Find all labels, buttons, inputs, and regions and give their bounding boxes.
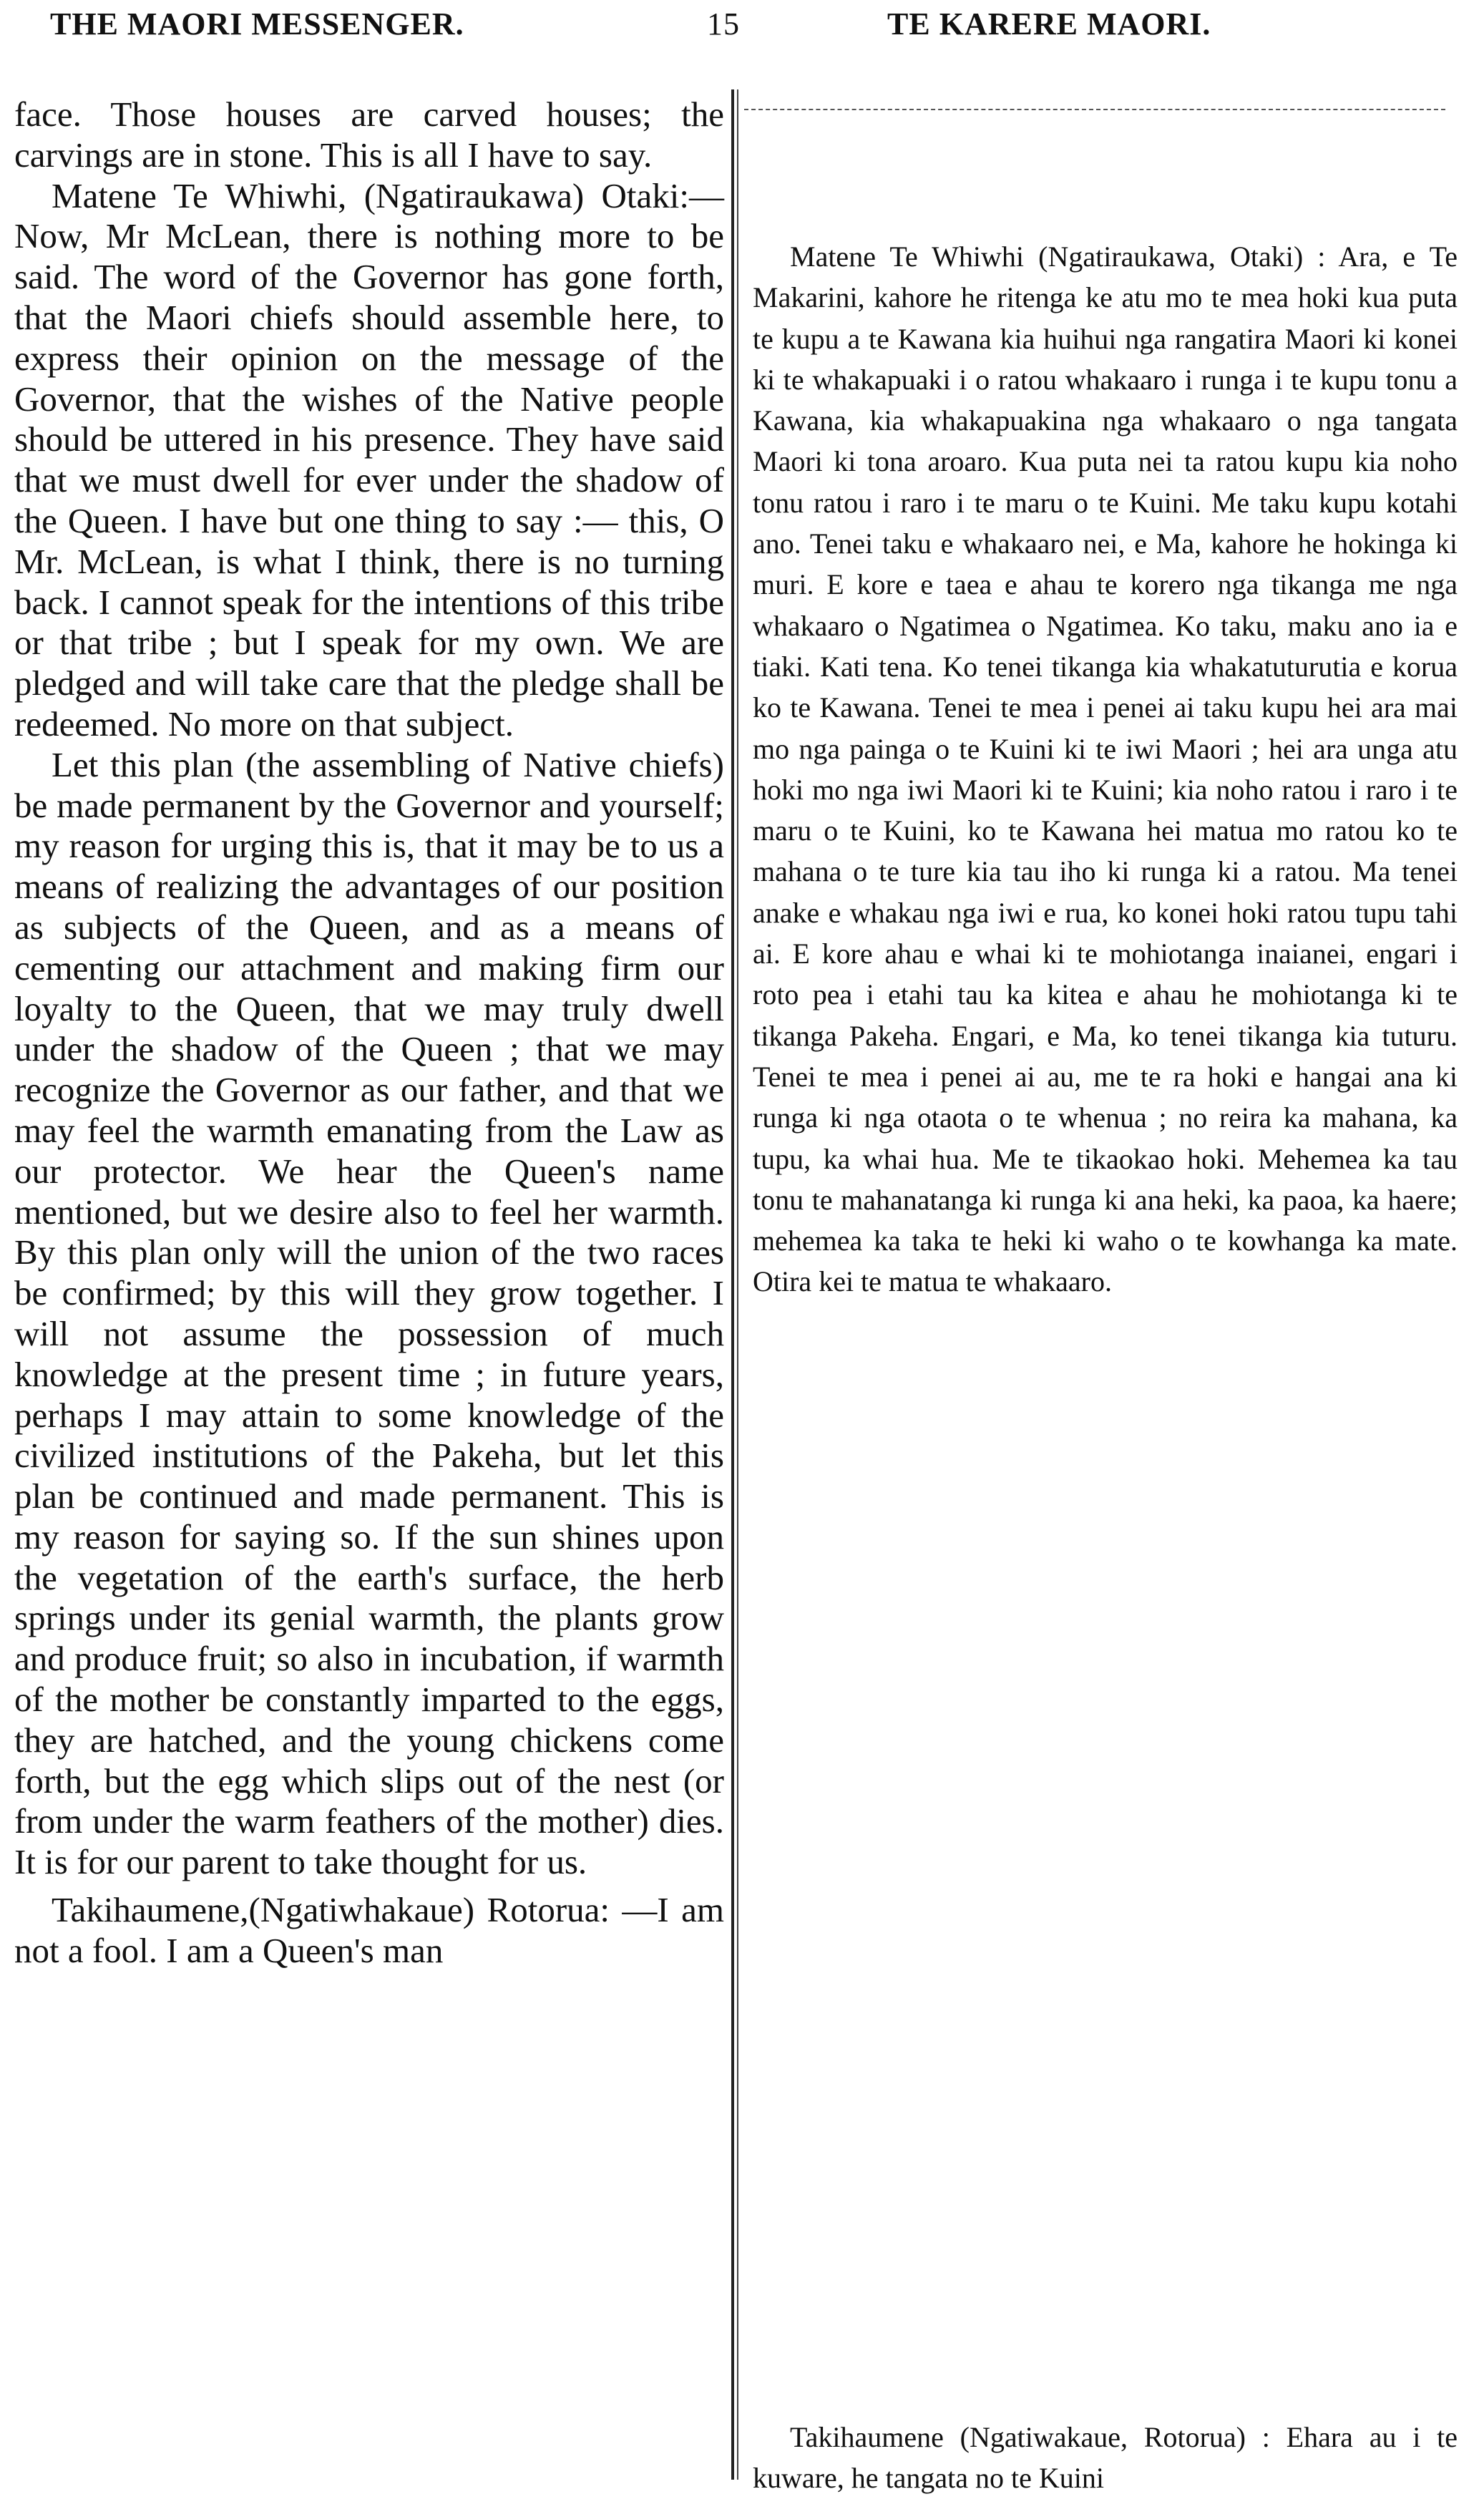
page-header xyxy=(0,0,1484,72)
column-divider-inner xyxy=(737,89,738,2480)
english-paragraph: face. Those houses are carved houses; the carvings are in stone. This is all I have to say. xyxy=(14,94,724,175)
english-column xyxy=(14,94,724,1972)
english-paragraph: Matene Te Whiwhi, (Ngatiraukawa) Otaki:—Now, Mr McLean, there is nothing more to be said. The word of the Governor has gone forth, that the Maori chiefs should assemble here, to express their opinion on the message of the Governor, that the wishes of the Native people should be uttered in his presence. They have said that we must dwell for ever under the shadow of the Queen. I have but one thing to say :— this, O Mr. McLean, is what I think, there is no turning back. I cannot speak for the intentions of this tribe or that tribe ; but I speak for my own. We are pledged and will take care that the pledge shall be redeemed. No more on that subject. xyxy=(14,175,724,744)
maori-masthead: TE KARERE MAORI. xyxy=(887,6,1211,42)
maori-paragraph: Takihaumene (Ngatiwakaue, Rotorua) : Ehara au i te kuware, he tangata no te Kuini xyxy=(753,2421,1458,2495)
english-paragraph: Takihaumene,(Ngatiwhakaue) Rotorua: —I am not a fool. I am a Queen's man xyxy=(14,1890,724,1970)
page-number: 15 xyxy=(707,6,740,42)
header-rule-divider xyxy=(744,109,1445,110)
maori-column xyxy=(753,236,1458,1302)
english-masthead: THE MAORI MESSENGER. xyxy=(50,6,464,42)
english-paragraph: Let this plan (the assembling of Native chiefs) be made permanent by the Governor and yourself; my reason for urging this is, that it may be to us a means of realizing the advantages of our position as subjects of the Queen, and as a means of cementing our attachment and making firm our loyalty to the Queen, that we may truly dwell under the shadow of the Queen ; that we may recognize the Governor as our father, and that we may feel the warmth emanating from the Law as our protector. We hear the Queen's name mentioned, but we desire also to feel her warmth. By this plan only will the union of the two races be confirmed; by this will they grow together. I will not assume the possession of much knowledge at the present time ; in future years, perhaps I may attain to some knowledge of the civilized institutions of the Pakeha, but let this plan be continued and made permanent. This is my reason for saying so. If the sun shines upon the vegetation of the earth's surface, the herb springs under its genial warmth, the plants grow and produce fruit; so also in incubation, if warmth of the mother be constantly imparted to the eggs, they are hatched, and the young chickens come forth, but the egg which slips out of the nest (or from under the warm feathers of the mother) dies. It is for our parent to take thought for us. xyxy=(14,744,724,1882)
maori-bottom-paragraph-block xyxy=(753,2417,1458,2499)
maori-paragraph: Matene Te Whiwhi (Ngatiraukawa, Otaki) : Ara, e Te Makarini, kahore he ritenga ke atu mo te mea hoki kua puta te kupu a te Kawana kia huihui nga rangatira Maori ki konei ki te whakapuaki i o ratou whakaaro i runga i te kupu tonu a Kawana, kia whakapuakina nga whakaaro o nga tangata Maori ki tona aroaro. Kua puta nei ta ratou kupu kia noho tonu ratou i raro i te maru o te Kuini. Me taku kupu kotahi ano. Tenei taku e whakaaro nei, e Ma, kahore he hokinga ki muri. E kore e taea e ahau te korero nga tikanga me nga whakaaro o Ngatimea o Ngatimea. Ko taku, maku ano ia e tiaki. Kati tena. Ko tenei tikanga kia whakatuturutia e korua ko te Kawana. Tenei te mea i penei ai taku kupu hei ara mai mo nga painga o te Kuini ki te iwi Maori ; hei ara unga atu hoki mo nga iwi Maori ki te Kuini; kia noho ratou i raro i te maru o te Kuini, ko te Kawana hei matua mo ratou ko te mahana o te ture kia tau iho ki runga ki a ratou. Ma tenei anake e whakau nga iwi e rua, ko konei hoki ratou tupu tahi ai. E kore ahau e whai ki te mohiotanga inaianei, engari i roto pea i etahi tau ka kitea e ahau he mohiotanga ki te tikanga Pakeha. Engari, e Ma, ko tenei tikanga kia tuturu. Tenei te mea i penei ai au, me te ra hoki e hangai ana ki runga ki nga otaota o te whenua ; no reira ka mahana, ka tupu, ka whai hua. Me te tikaokao hoki. Mehemea ka tau tonu te mahanatanga ki runga ki ana heki, ka paoa, ka haere; mehemea ka taka te heki ki waho o te kowhanga ka mate. Otira kei te matua te whakaaro. xyxy=(753,240,1458,1298)
column-divider xyxy=(731,89,734,2480)
